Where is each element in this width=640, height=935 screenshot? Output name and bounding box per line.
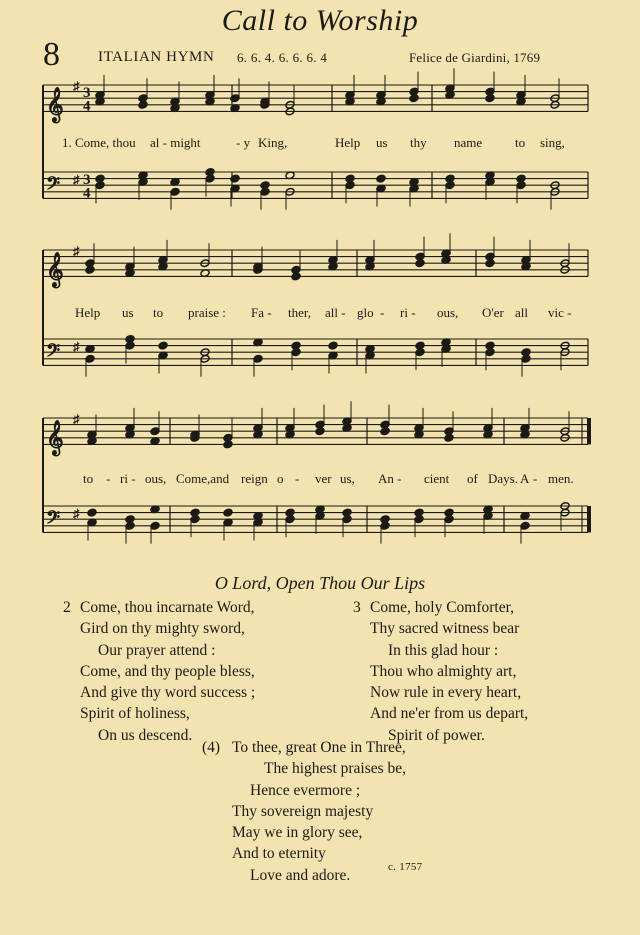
note-head — [138, 100, 148, 109]
note-head — [409, 94, 419, 103]
time-signature-bottom: 4 — [83, 98, 91, 115]
lyric-syllable: name — [454, 135, 483, 150]
lyric-syllable: - — [295, 471, 300, 486]
note-head — [444, 433, 454, 442]
lyric-syllable: - — [380, 305, 385, 320]
note-head — [291, 272, 301, 281]
lyric-syllable: vic - — [548, 305, 572, 320]
verse-line: Our prayer attend : — [98, 641, 216, 659]
lyric-syllable: ver — [315, 471, 332, 486]
bass-clef-icon: 𝄢 — [46, 339, 61, 365]
section-title: Call to Worship — [221, 4, 419, 37]
verse-line: May we in glory see, — [232, 824, 363, 842]
note-head — [328, 341, 338, 350]
lyric-syllable: reign — [241, 471, 268, 486]
time-signature-top: 3 — [83, 85, 91, 102]
time-signature-top: 3 — [83, 172, 91, 189]
bass-clef-icon: 𝄢 — [46, 172, 61, 198]
lyric-syllable: us — [376, 135, 388, 150]
lyric-syllable: praise : — [188, 305, 226, 320]
note-head — [158, 341, 168, 350]
meter: 6. 6. 4. 6. 6. 6. 4 — [237, 50, 328, 65]
verse-line: And give thy word success ; — [80, 684, 256, 702]
verse-line: Gird on thy mighty sword, — [80, 620, 245, 638]
lyric-syllable: ous, — [437, 305, 459, 320]
lyric-syllable: men. — [548, 471, 574, 486]
lyric-syllable: ri - — [400, 305, 416, 320]
lyric-syllable: to — [515, 135, 526, 150]
treble-clef-icon: 𝄞 — [46, 88, 64, 122]
verse-number: (4) — [202, 739, 221, 756]
lyric-syllable: us — [122, 305, 134, 320]
bass-clef-icon: 𝄢 — [46, 506, 61, 532]
lyric-syllable: An - — [378, 471, 402, 486]
lyric-syllable: sing, — [540, 135, 565, 150]
verse-line: In this glad hour : — [388, 641, 499, 659]
note-head — [87, 508, 97, 517]
time-signature-bottom: 4 — [83, 185, 91, 202]
verse-number: 3 — [353, 599, 361, 616]
hymn-title: O Lord, Open Thou Our Lips — [214, 573, 426, 593]
lyric-syllable: us, — [340, 471, 355, 486]
verse-line: Now rule in every heart, — [370, 684, 522, 702]
tune-name: ITALIAN HYMN — [98, 49, 215, 65]
verse-line: Thou who almighty art, — [370, 662, 517, 680]
lyric-syllable: glo — [357, 305, 374, 320]
lyric-syllable: all - — [325, 305, 346, 320]
lyric-syllable: Fa - — [251, 305, 272, 320]
lyric-syllable: A — [520, 471, 530, 486]
lyric-syllable: ous, — [145, 471, 167, 486]
lyric-syllable: 1. Come, thou — [62, 135, 136, 150]
note-head — [485, 94, 495, 103]
note-head — [376, 174, 386, 183]
sharp-icon: ♯ — [73, 78, 80, 94]
sharp-icon: ♯ — [73, 171, 80, 187]
lyric-syllable: Help — [335, 135, 361, 150]
verse-line: Spirit of power. — [388, 726, 485, 744]
composer: Felice de Giardini, 1769 — [409, 50, 541, 65]
note-head — [223, 440, 233, 449]
lyric-syllable: O'er — [482, 305, 504, 320]
lyric-syllable: - — [106, 471, 111, 486]
verse-line: Love and adore. — [250, 866, 351, 884]
sharp-icon: ♯ — [73, 243, 80, 259]
verse-line: Come, thou incarnate Word, — [80, 599, 255, 616]
lyric-syllable: Days. — [488, 471, 518, 486]
sharp-icon: ♯ — [73, 505, 80, 521]
note-head — [315, 427, 325, 436]
verse-line: Thy sacred witness bear — [370, 620, 520, 638]
verse-line: To thee, great One in Three, — [232, 739, 406, 756]
lyric-syllable: to — [83, 471, 94, 486]
lyric-syllable: ther, — [288, 305, 311, 320]
final-barline — [587, 506, 591, 532]
verse-line: Come, holy Comforter, — [370, 599, 515, 616]
lyric-syllable: Help — [75, 305, 101, 320]
note-head — [85, 265, 95, 274]
lyric-syllable: cient — [424, 471, 450, 486]
verse-4 — [202, 737, 407, 886]
verse-3 — [353, 597, 529, 746]
verse-line: On us descend. — [98, 726, 193, 744]
final-barline — [587, 418, 591, 444]
verse-2 — [63, 597, 256, 746]
verse-line: Thy sovereign majesty — [232, 802, 374, 820]
lyric-syllable: all — [515, 305, 528, 320]
verse-line: Come, and thy people bless, — [80, 662, 255, 680]
verse-line: Hence evermore ; — [250, 781, 361, 799]
lyric-syllable: King, — [258, 135, 288, 150]
lyric-syllable: to — [153, 305, 164, 320]
sharp-icon: ♯ — [73, 338, 80, 354]
hymn-number: 8 — [43, 36, 60, 73]
sharp-icon: ♯ — [73, 411, 80, 427]
lyric-syllable: al - might — [150, 135, 201, 150]
note-head — [415, 259, 425, 268]
note-head — [223, 508, 233, 517]
note-head — [485, 259, 495, 268]
lyric-syllable: Come,and — [176, 471, 230, 486]
verse-number: 2 — [63, 599, 71, 616]
lyric-syllable: of — [467, 471, 478, 486]
lyric-syllable: - y — [236, 135, 251, 150]
lyric-syllable: thy — [410, 135, 427, 150]
lyric-syllable: ri - — [120, 471, 136, 486]
lyric-syllable: - — [533, 471, 538, 486]
lyric-syllable: o — [277, 471, 284, 486]
note-head — [380, 427, 390, 436]
verse-line: The highest praises be, — [264, 760, 407, 778]
verse-line: And to eternity — [232, 845, 326, 863]
verse-line: And ne'er from us depart, — [370, 705, 529, 723]
treble-clef-icon: 𝄞 — [46, 421, 64, 455]
verse-line: Spirit of holiness, — [80, 705, 190, 723]
date-of-text: c. 1757 — [388, 861, 423, 873]
treble-clef-icon: 𝄞 — [46, 253, 64, 287]
